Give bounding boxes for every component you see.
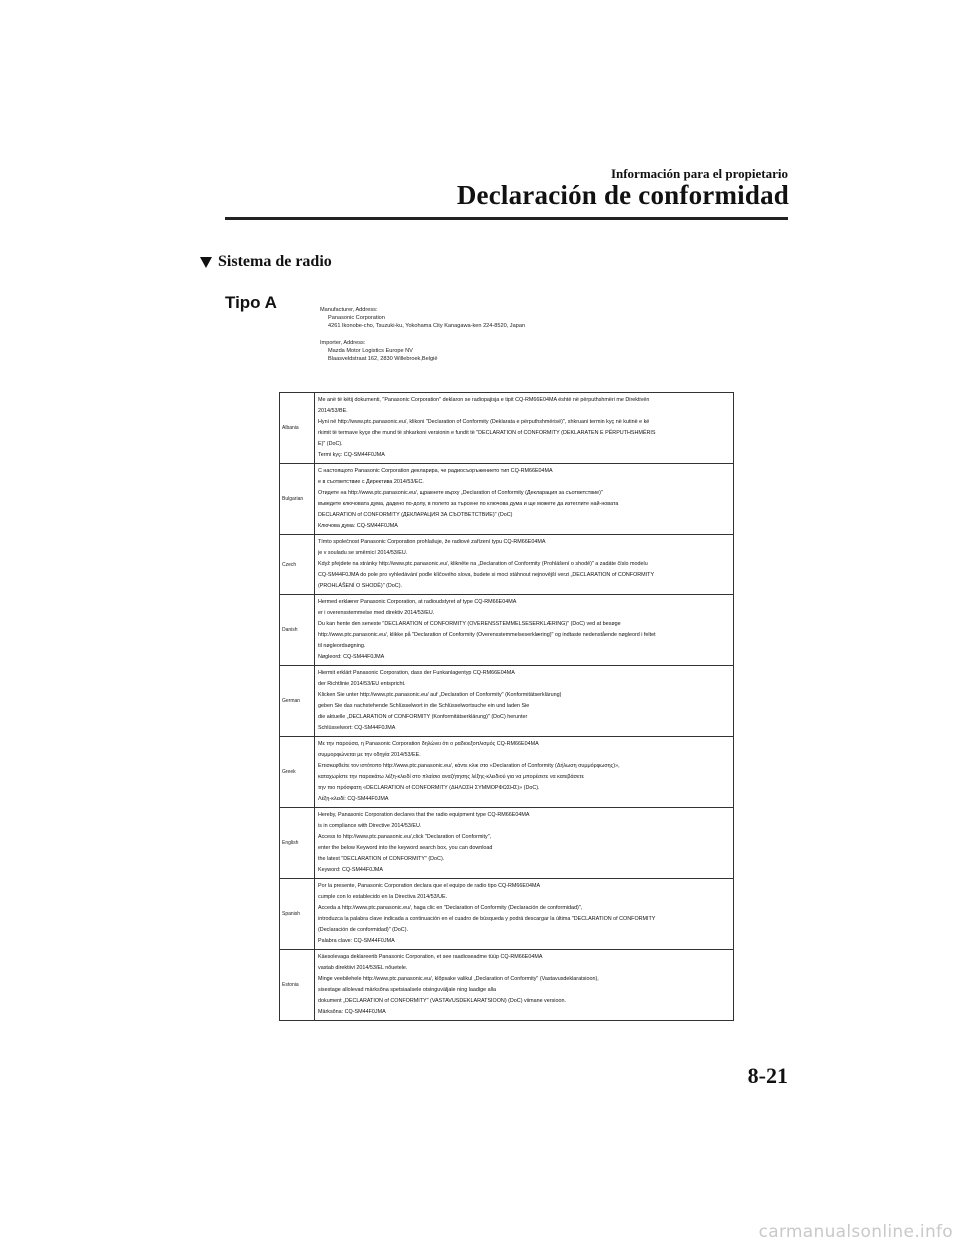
header-rule	[225, 217, 788, 220]
declaration-line: Když přejdete na stránky http://www.ptc.panasonic.eu/, klikněte na „Declaration of Conformity (Prohlášení o shodě)" a zadáte číslo modelu	[318, 561, 648, 567]
declaration-line: http://www.ptc.panasonic.eu/, klikke på "Declaration of Conformity (Overensstemmelseserklæring)" og indtaste nedenstående nøgleord i feltet	[318, 632, 656, 638]
declaration-line: die aktuelle „DECLARATION of CONFORMITY (Konformitätserklärung)" (DoC) herunter	[318, 714, 528, 720]
declaration-text-cell	[315, 808, 734, 879]
language-cell: Czech	[280, 535, 315, 595]
language-cell: English	[280, 808, 315, 879]
language-cell: Bulgarian	[280, 464, 315, 535]
declaration-text-cell	[315, 393, 734, 464]
declaration-line: въведете ключовата дума, дадено по-долу, в полето за търсене по ключова дума и ще можете да изтеглите най-новата	[318, 501, 619, 507]
declaration-line: der Richtlinie 2014/53/EU entspricht.	[318, 681, 406, 687]
declaration-line: καταχωρίστε την παρακάτω λέξη-κλειδί στο πλαίσιο αναζήτησης λέξης-κλειδιού για να μπορέσετε να κατεβάσετε	[318, 774, 584, 780]
declaration-line: Με την παρούσα, η Panasonic Corporation δηλώνει ότι ο ραδιοεξοπλισμός CQ-RM66E04MA	[318, 741, 539, 747]
section-title: Sistema de radio	[218, 253, 332, 270]
table-row	[280, 666, 734, 737]
watermark: carmanualsonline.info	[758, 1222, 953, 1242]
manufacturer-label: Manufacturer, Address:	[320, 307, 378, 313]
declaration-text-cell	[315, 737, 734, 808]
declaration-line: Hereby, Panasonic Corporation declares that the radio equipment type CQ-RM66E04MA	[318, 812, 530, 818]
declaration-line: Palabra clave: CQ-SM44F0JMA	[318, 938, 395, 944]
language-cell: Albania	[280, 393, 315, 464]
declaration-line: Tímto společnost Panasonic Corporation prohlašuje, že radiové zařízení typu CQ-RM66E04MA	[318, 539, 546, 545]
table-row	[280, 879, 734, 950]
declaration-line: Λέξη-κλειδί: CQ-SM44F0JMA	[318, 796, 389, 802]
declaration-line: rkimit të termave kyçe dhe mund të shkarkoni versionin e fundit të "DECLARATION of CONFORMITY (DEKLARATEN E PËRPUTHSHMËRIS	[318, 430, 656, 436]
declaration-line: Hermed erklærer Panasonic Corporation, at radioudstyret af type CQ-RM66E04MA	[318, 599, 517, 605]
declaration-line: je v souladu se směrnicí 2014/53/EU.	[318, 550, 408, 556]
declaration-text-cell	[315, 595, 734, 666]
declaration-line: Access to http://www.ptc.panasonic.eu/,click "Declaration of Conformity",	[318, 834, 492, 840]
declaration-text-cell	[315, 535, 734, 595]
declaration-line: Hiermit erklärt Panasonic Corporation, dass der Funkanlagentyp CQ-RM66E04MA	[318, 670, 515, 676]
declaration-line: CQ-SM44F0JMA do pole pro vyhledávání podle klíčového slova, budete si moci stáhnout nejnovější verzi „DECLARATION of CONFORMITY	[318, 572, 655, 578]
declaration-line: την πιο πρόσφατη «DECLARATION of CONFORMITY (ΔΗΛΩΣΗ ΣΥΜΜΟΡΦΩΣΗΣ)» (DoC).	[318, 785, 540, 791]
declaration-line: enter the below Keyword into the keyword search box, you can download	[318, 845, 493, 851]
declaration-text-cell	[315, 464, 734, 535]
declaration-line: Me anë të këtij dokumenti, "Panasonic Corporation" deklaron se radiopajisja e tipit CQ-RM66E04MA është në përputhshmëri me Direktivën	[318, 397, 650, 403]
declaration-text-cell	[315, 666, 734, 737]
declaration-line: (PROHLÁŠENÍ O SHODĚ)" (DoC).	[318, 583, 402, 589]
declaration-line: dokument „DECLARATION of CONFORMITY" (VASTAVUSDEKLARATSIOON) (DoC) viimane versioon.	[318, 998, 566, 1004]
declaration-line: vastab direktiivi 2014/53/EL nõuetele.	[318, 965, 408, 971]
table-row	[280, 595, 734, 666]
declaration-line: 2014/53/BE.	[318, 408, 348, 414]
manufacturer-address: 4261 Ikonobe-cho, Tsuzuki-ku, Yokohama City Kanagawa-ken 224-8520, Japan	[328, 323, 526, 329]
page-title: Declaración de conformidad	[456, 180, 789, 210]
language-cell: Spanish	[280, 879, 315, 950]
declaration-line: til nøgleordsøgning.	[318, 643, 366, 649]
declaration-line: Du kan hente den seneste "DECLARATION of CONFORMITY (OVERENSSTEMMELSESERKLÆRING)" (DoC) ved at besøge	[318, 621, 621, 627]
declaration-line: introduzca la palabra clave indicada a continuación en el cuadro de búsqueda y podrá descargar la última "DECLARATION of CONFORMITY	[318, 916, 656, 922]
declaration-line: Nøgleord: CQ-SM44F0JMA	[318, 654, 385, 660]
manufacturer-name: Panasonic Corporation	[328, 315, 385, 321]
declaration-line: sisestage allolevad märksõna spetsiaalsele otsinguväljale ning laadige alla	[318, 987, 497, 993]
page-number: 8-21	[747, 1063, 788, 1088]
table-row	[280, 393, 734, 464]
manufacturer-importer-block	[320, 306, 525, 363]
triangle-bullet-icon	[200, 257, 212, 268]
table-row	[280, 464, 734, 535]
table-row	[280, 950, 734, 1021]
declaration-line: DECLARATION of CONFORMITY (ДЕКЛАРАЦИЯ ЗА СЪОТВЕТСТВИЕ)" (DoC)	[318, 512, 513, 518]
declaration-text-cell	[315, 950, 734, 1021]
importer-address: Blaasveldstraat 162, 2830 Willebroek,België	[328, 356, 438, 362]
declaration-line: E)" (DoC).	[318, 441, 343, 447]
declaration-line: Επισκεφθείτε τον ιστότοπο http://www.ptc.panasonic.eu/, κάντε κλικ στο «Declaration of Conformity (Δήλωση συμμόρφωσης)»,	[318, 763, 620, 769]
language-cell: Greek	[280, 737, 315, 808]
table-row	[280, 737, 734, 808]
declaration-line: С настоящото Panasonic Corporation декларира, че радиосъоръжението тип CQ-RM66E04MA	[318, 468, 553, 474]
declaration-line: the latest "DECLARATION of CONFORMITY" (DoC).	[318, 856, 445, 862]
declaration-line: Minge veebilehele http://www.ptc.panasonic.eu/, klõpsake valikul „Declaration of Conformity" (Vastavusdeklaratsioon),	[318, 976, 599, 982]
declaration-line: Termi kyç: CQ-SM44F0JMA	[318, 452, 385, 458]
declaration-line: Отидете на http://www.ptc.panasonic.eu/, щракнете върху „Declaration of Conformity (Декларация за съответствие)"	[318, 490, 603, 496]
language-cell: German	[280, 666, 315, 737]
declaration-line: Keyword: CQ-SM44F0JMA	[318, 867, 384, 873]
table-row	[280, 535, 734, 595]
running-header-subtitle: Información para el propietario	[610, 166, 788, 181]
declaration-line: Schlüsselwort: CQ-SM44F0JMA	[318, 725, 396, 731]
figure-type-label: Tipo A	[225, 293, 277, 312]
declaration-line: er i overensstemmelse med direktiv 2014/53/EU.	[318, 610, 435, 616]
section-heading	[200, 253, 332, 271]
declaration-table	[279, 392, 734, 1021]
declaration-line: Märksõna: CQ-SM44F0JMA	[318, 1009, 386, 1015]
importer-name: Mazda Motor Logistics Europe NV	[328, 348, 413, 354]
declaration-line: Acceda a http://www.ptc.panasonic.eu/, haga clic en "Declaration of Conformity (Declaración de conformidad)",	[318, 905, 583, 911]
declaration-line: Käesolevaga deklareerib Panasonic Corporation, et see raadioseadme tüüp CQ-RM66E04MA	[318, 954, 543, 960]
language-cell: Estonia	[280, 950, 315, 1021]
declaration-line: cumple con lo establecido en la Directiva 2014/53/UE.	[318, 894, 448, 900]
declaration-line: Por la presente, Panasonic Corporation declara que el equipo de radio tipo CQ-RM66E04MA	[318, 883, 541, 889]
declaration-line: е в съответствие с Директива 2014/53/ЕС.	[318, 479, 424, 485]
table-row	[280, 808, 734, 879]
importer-label: Importer, Address:	[320, 340, 366, 346]
declaration-line: συμμορφώνεται με την οδηγία 2014/53/ΕΕ.	[318, 752, 421, 758]
declaration-line: Hyni në http://www.ptc.panasonic.eu/, klikoni "Declaration of Conformity (Deklarata e përputhshmërisë)", shkruani termin kyç në kutinë e kë	[318, 419, 650, 425]
declaration-text-cell	[315, 879, 734, 950]
declaration-line: (Declaración de conformidad)" (DoC).	[318, 927, 408, 933]
language-cell: Danish	[280, 595, 315, 666]
declaration-line: Ключова дума: CQ-SM44F0JMA	[318, 523, 398, 529]
declaration-line: Klicken Sie unter http://www.ptc.panasonic.eu/ auf „Declaration of Conformity" (Konformitätserklärung)	[318, 692, 562, 698]
declaration-line: geben Sie das nachstehende Schlüsselwort in die Schlüsselwortsuche ein und laden Sie	[318, 703, 530, 709]
declaration-line: is in compliance with Directive 2014/53/EU.	[318, 823, 422, 829]
